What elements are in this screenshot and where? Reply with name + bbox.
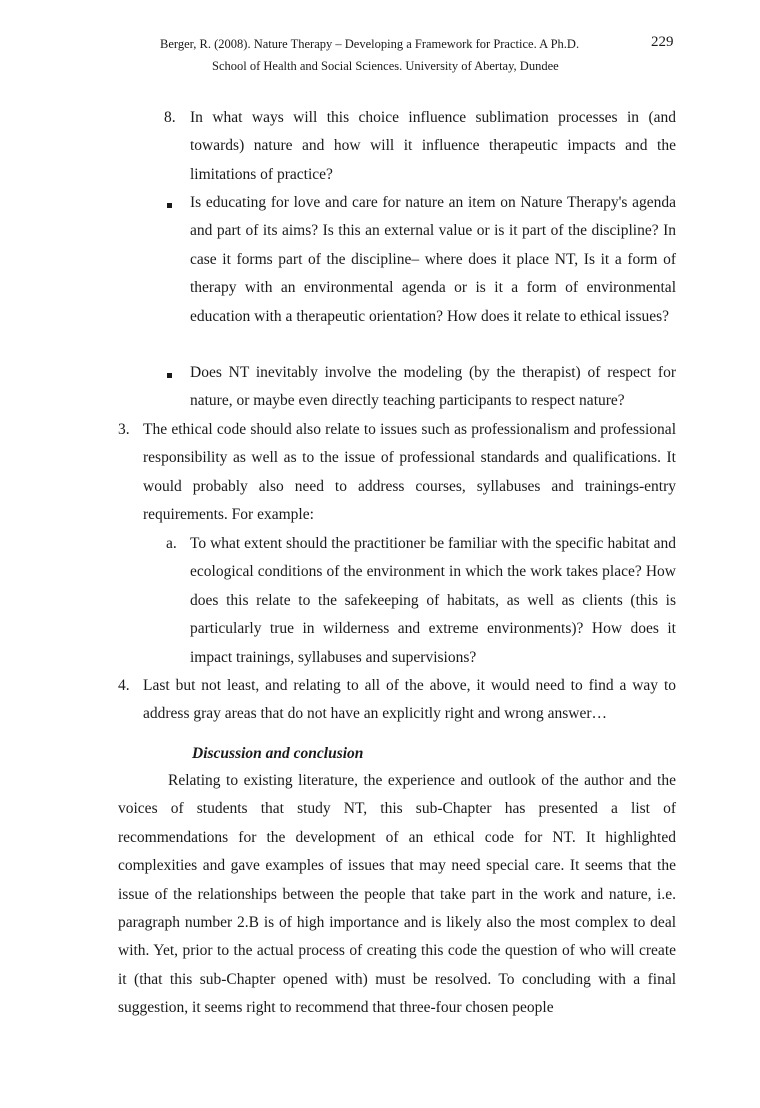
list-marker-3: 3.: [118, 421, 130, 438]
section-heading: Discussion and conclusion: [192, 745, 364, 762]
list-marker-3a: a.: [166, 535, 177, 552]
running-header-citation: Berger, R. (2008). Nature Therapy – Developing a Framework for Practice. A Ph.D.: [160, 37, 580, 51]
bullet-item-text: Does NT inevitably involve the modeling (by the therapist) of respect for nature, or maybe even directly teaching participants to respect nature?: [190, 364, 676, 410]
bullet-icon: [167, 373, 172, 378]
list-marker-8: 8.: [164, 109, 176, 126]
running-header-institution: School of Health and Social Sciences. University of Abertay, Dundee: [212, 59, 559, 73]
page-number: 229: [651, 34, 674, 50]
bullet-item-text: Is educating for love and care for nature an item on Nature Therapy's agenda and part of its aims? Is this an external value or is it part of the discipline? In case it forms part of the discipline– where does it place NT, Is it a form of therapy with an environmental agenda or is it a form of environmental education with a therapeutic orientation? How does it relate to ethical issues?: [190, 194, 676, 325]
list-item-8-text: In what ways will this choice influence sublimation processes in (and towards) nature and how will it influence therapeutic impacts and the limitations of practice?: [190, 109, 676, 183]
bullet-icon: [167, 203, 172, 208]
list-item-3-text: The ethical code should also relate to issues such as professionalism and professional responsibility as well as to the issue of professional standards and qualifications. It would probably also need to address courses, syllabuses and trainings-entry requirements. For example:: [143, 421, 676, 524]
section-paragraph: Relating to existing literature, the experience and outlook of the author and the voices of students that study NT, this sub-Chapter has presented a list of recommendations for the development of an ethical code for NT. It highlighted complexities and gave examples of issues that may need special care. It seems that the issue of the relationships between the people that take part in the work and nature, i.e. paragraph number 2.B is of high importance and is likely also the most complex to deal with. Yet, prior to the actual process of creating this code the question of who will create it (that this sub-Chapter opened with) must be resolved. To concluding with a final suggestion, it seems right to recommend that three-four chosen people: [118, 772, 676, 1017]
list-marker-4: 4.: [118, 677, 130, 694]
list-item-4-text: Last but not least, and relating to all of the above, it would need to find a way to address gray areas that do not have an explicitly right and wrong answer…: [143, 677, 676, 723]
list-item-3a-text: To what extent should the practitioner be familiar with the specific habitat and ecological conditions of the environment in which the work takes place? How does this relate to the safekeeping of habitats, as well as clients (this is particularly true in wilderness and extreme environments)? How does it impact trainings, syllabuses and supervisions?: [190, 535, 676, 666]
